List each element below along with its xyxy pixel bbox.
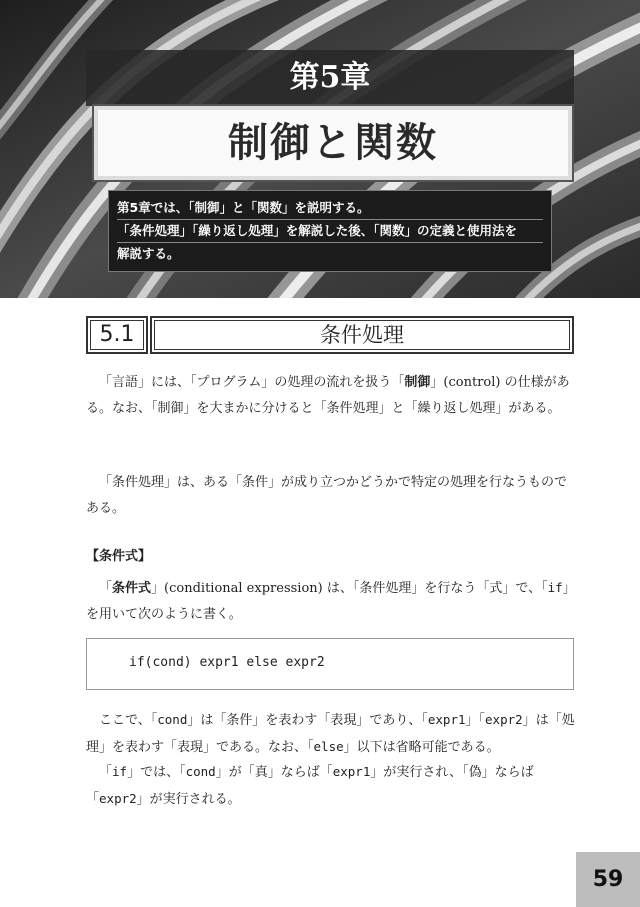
page-number: 59 [576,852,640,907]
code-term: cond [157,712,188,727]
text-run: 」は「処理」を表わす「表現」である。なお、「 [86,713,575,755]
paragraph [86,759,576,813]
code-term: if [547,580,563,595]
summary-line: 「条件処理」「繰り返し処理」を解説した後、「関数」の定義と使用法を [117,220,543,243]
paragraph [86,470,576,522]
paragraph [86,575,576,628]
text-run: 」以下は省略可能である。 [343,740,500,755]
text-run: 」では、「 [127,765,186,780]
text-run: 」は「条件」を表わす「表現」であり、「 [187,713,428,728]
code-term: expr2 [99,791,137,806]
summary-line: 第5章では、「制御」と「関数」を説明する。 [117,197,543,220]
code-term: expr1 [427,712,466,727]
chapter-summary [108,190,552,272]
paragraph [86,707,576,761]
section-title: 条件処理 [150,316,574,354]
chapter-label: 第5章 [86,50,574,106]
text-run: ここで、「 [99,713,158,728]
text-run: 」を用いて次のように書く。 [86,581,576,622]
code-term: cond [185,764,216,779]
code-block [86,638,574,690]
chapter-banner [0,0,640,298]
text-run: 」が「真」ならば「 [215,765,333,780]
summary-line: 解説する。 [117,246,180,261]
paragraph [86,370,576,422]
chapter-title: 制御と関数 [228,120,438,166]
text-run: 」(control) の仕様がある。なお、「制御」を大まかに分けると「条件処理」と「繰り返し処理」がある。 [86,375,570,416]
code-line: if(cond) expr1 else expr2 [129,655,325,670]
text-run: 「 [99,765,113,780]
text-run: 」(conditional expression) は、「条件処理」を行なう「式」で、「 [151,581,548,596]
bold-term: 条件式 [112,581,152,596]
code-term: expr2 [485,712,523,727]
code-term: else [313,739,344,754]
subheading: 【条件式】 [86,549,152,564]
bold-term: 制御 [404,375,431,390]
text-run: 」が実行される。 [136,792,241,807]
text-run: 「条件処理」は、ある「条件」が成り立つかどうかで特定の処理を行なうものである。 [86,475,568,516]
code-term: expr1 [332,764,371,779]
text-run: 」が実行され、「偽」ならば「 [86,765,534,807]
chapter-title-box [92,104,574,182]
text-run: 「 [99,581,113,596]
section-number: 5.1 [86,316,148,354]
code-term: if [112,764,128,779]
text-run: 「言語」には、「プログラム」の処理の流れを扱う「 [99,375,405,390]
text-run: 」「 [465,713,486,728]
